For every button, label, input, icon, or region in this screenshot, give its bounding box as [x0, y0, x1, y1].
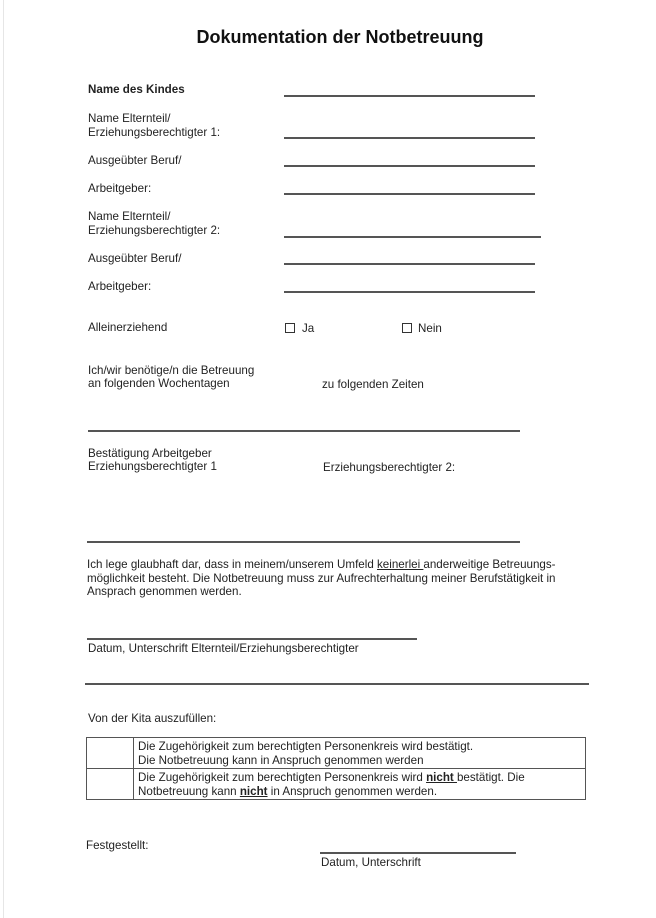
kita-confirmed-line1: Die Zugehörigkeit zum berechtigten Personenkreis wird bestätigt. — [138, 740, 474, 753]
kita-confirmed-line2: Die Notbetreuung kann in Anspruch genommen werden — [138, 753, 424, 767]
single-parent-no-checkbox[interactable] — [402, 323, 412, 333]
kita-decision-table — [86, 737, 586, 800]
declaration-text — [87, 558, 597, 599]
document-title: Dokumentation der Notbetreuung — [196, 27, 484, 47]
employer-confirmation-label-1: Bestätigung Arbeitgeber — [88, 447, 212, 460]
single-parent-label: Alleinerziehend — [88, 321, 168, 334]
parent-signature-label: Datum, Unterschrift Elternteil/Erziehungsberechtigter — [88, 642, 359, 655]
kita-confirmed-checkbox[interactable] — [87, 738, 134, 769]
parent2-name-label-2: Erziehungsberechtigter 2: — [88, 224, 221, 237]
kita-not-confirmed-part-a: Die Zugehörigkeit zum berechtigten Personenkreis wird — [138, 771, 427, 784]
kita-heading: Von der Kita auszufüllen: — [88, 712, 217, 725]
parent1-job-field[interactable] — [284, 165, 535, 167]
care-days-label-2: an folgenden Wochentagen — [88, 377, 230, 390]
parent2-job-field[interactable] — [284, 263, 535, 265]
kita-not-confirmed-part-c: Notbetreuung kann — [138, 784, 240, 798]
parent2-job-label: Ausgeübter Beruf/ — [88, 252, 182, 265]
parent2-name-field[interactable] — [284, 236, 541, 238]
established-label: Festgestellt: — [86, 839, 149, 852]
parent2-employer-field[interactable] — [284, 291, 535, 293]
kita-not-emphasis-1: nicht — [426, 771, 457, 784]
single-parent-yes-checkbox[interactable] — [285, 323, 295, 333]
kita-not-emphasis-2: nicht — [239, 784, 268, 798]
parent2-name-label-1: Name Elternteil/ — [88, 210, 171, 223]
parent1-name-label-2: Erziehungsberechtigter 1: — [88, 126, 221, 139]
child-name-label: Name des Kindes — [88, 83, 185, 96]
employer-confirmation-field[interactable] — [87, 541, 520, 543]
employer-confirmation-label-2: Erziehungsberechtigter 1 — [88, 460, 217, 473]
kita-not-confirmed-part-d: in Anspruch genommen werden. — [267, 784, 438, 798]
care-schedule-field[interactable] — [88, 430, 520, 432]
parent1-name-field[interactable] — [284, 137, 535, 139]
declaration-part1: Ich lege glaubhaft dar, dass in meinem/unserem Umfeld — [87, 558, 377, 571]
single-parent-yes-label: Ja — [302, 322, 315, 335]
care-times-label: zu folgenden Zeiten — [322, 378, 424, 391]
care-days-label-1: Ich/wir benötige/n die Betreuung — [88, 364, 255, 377]
kita-confirmed-text — [134, 738, 586, 769]
kita-signature-field[interactable] — [320, 852, 516, 854]
kita-row-confirmed — [87, 738, 586, 769]
employer-confirmation-parent2-label: Erziehungsberechtigter 2: — [323, 461, 456, 474]
kita-row-not-confirmed — [87, 769, 586, 800]
kita-not-confirmed-part-b: bestätigt. Die — [456, 771, 525, 784]
parent1-employer-label: Arbeitgeber: — [88, 182, 152, 195]
kita-not-confirmed-checkbox[interactable] — [87, 769, 134, 800]
parent1-name-label-1: Name Elternteil/ — [88, 112, 171, 125]
page-edge — [3, 0, 4, 918]
child-name-field[interactable] — [284, 95, 535, 97]
parent2-employer-label: Arbeitgeber: — [88, 280, 152, 293]
declaration-emphasis: keinerlei — [377, 558, 424, 571]
kita-signature-label: Datum, Unterschrift — [321, 856, 421, 869]
section-divider — [85, 683, 589, 685]
parent-signature-field[interactable] — [87, 638, 417, 640]
declaration-part2: anderweitige Betreuungs-möglichkeit besteht. Die Notbetreuung muss zur Aufrechterhaltung meiner Berufstätigkeit in Ansprach genommen werden. — [87, 558, 556, 598]
parent1-job-label: Ausgeübter Beruf/ — [88, 154, 182, 167]
kita-not-confirmed-text — [134, 769, 586, 800]
parent1-employer-field[interactable] — [284, 193, 535, 195]
single-parent-no-label: Nein — [418, 322, 442, 335]
